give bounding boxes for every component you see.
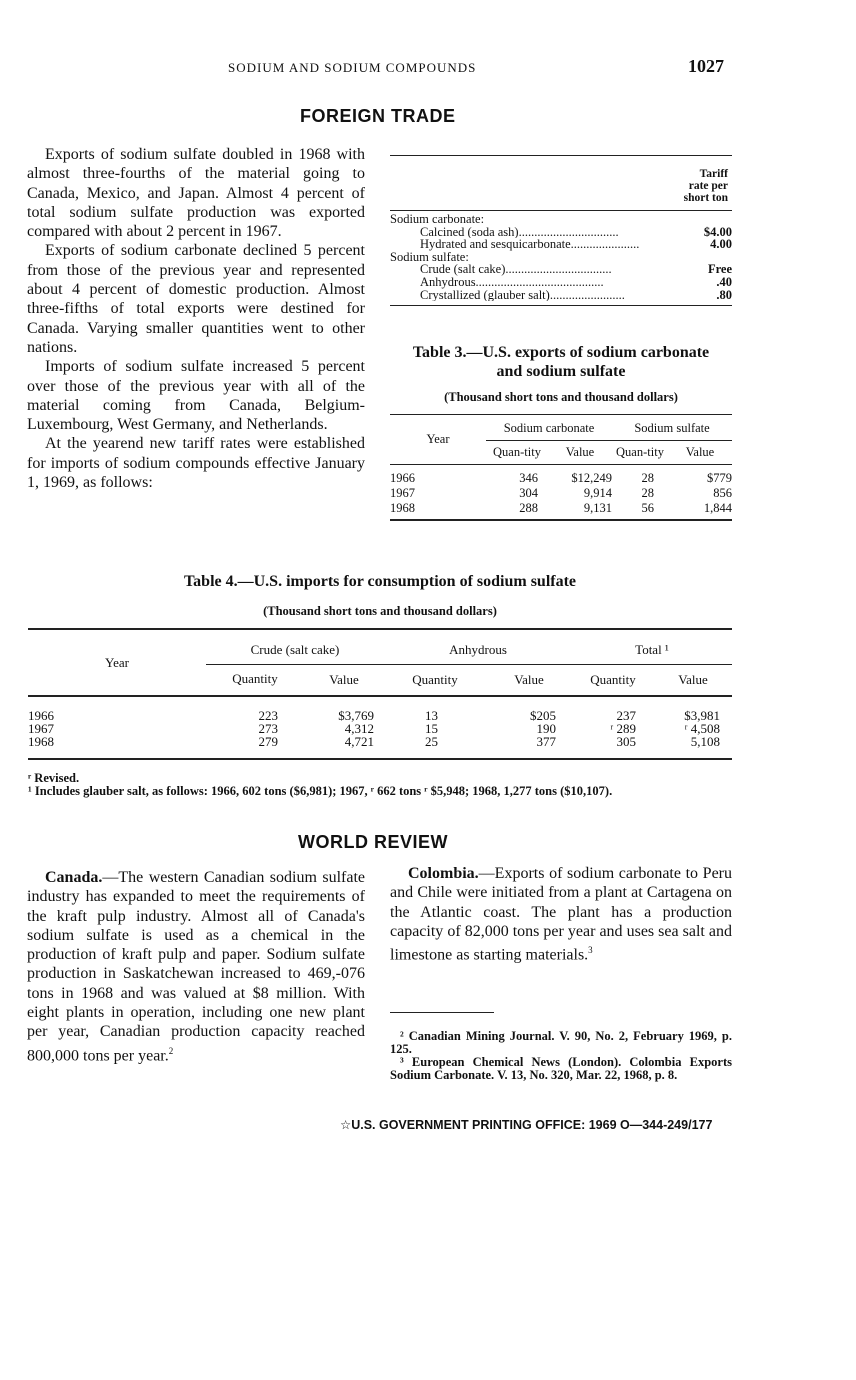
paragraph: At the yearend new tariff rates were established for imports of sodium compounds effective January 1, 1969, as follows: — [27, 435, 365, 492]
tariff-row: Anhydrous......................................... .40 — [420, 274, 732, 289]
footnote-2: ² Canadian Mining Journal. V. 90, No. 2, February 1969, p. 125. — [390, 1029, 732, 1056]
page-number: 1027 — [688, 56, 724, 76]
world-review-title: WORLD REVIEW — [298, 832, 448, 852]
tariff-row: Crude (salt cake).................................. Free — [420, 262, 732, 277]
table-row: 1966 223 $3,769 13 $205 237 $3,981 — [28, 708, 720, 723]
running-header: SODIUM AND SODIUM COMPOUNDS — [228, 60, 477, 75]
col-group-total: Total ¹ — [572, 630, 732, 665]
footnotes — [390, 1030, 732, 1082]
tariff-row: Hydrated and sesquicarbonate...................... 4.00 — [420, 237, 732, 252]
col-value: Value — [329, 672, 359, 687]
colombia-paragraph: Colombia.—Exports of sodium carbonate to Peru and Chile were initiated from a plant at Cartagena on the Atlantic coast. The plant has a production capacity of 82,000 tons per year and uses sea salt and limestone as starting materials.$^3$ — [390, 865, 732, 964]
col-value: Value — [678, 672, 708, 687]
col-group-sodium-carbonate: Sodium carbonate — [486, 415, 612, 441]
canada-paragraph: Canada.—The western Canadian sodium sulfate industry has expanded to meet the requirements of the kraft pulp industry. Almost all of Canada's sodium sulfate is used as a chemical in the production of kraft pulp and paper. Sodium sulfate production in Saskatchewan increased to 469,-076 tons in 1968 and was valued at $8 million. With eight plants in operation, including one new plant per year, Canadian production capacity reached 800,000 tons per year.$^2$ — [27, 869, 365, 1064]
col-group-anhydrous: Anhydrous — [384, 630, 572, 665]
tariff-table — [390, 155, 732, 306]
col-group-sodium-sulfate: Sodium sulfate — [612, 415, 732, 441]
table3-subtitle: (Thousand short tons and thousand dollars) — [444, 390, 678, 404]
col-quantity: Quantity — [412, 672, 458, 687]
col-group-crude: Crude (salt cake) — [206, 630, 384, 665]
col-value: Value — [565, 445, 595, 459]
table4-title: Table 4.—U.S. imports for consumption of sodium sulfate — [183, 573, 577, 590]
footnote-revised: ʳ Revised. — [28, 771, 80, 785]
paragraph: Exports of sodium sulfate doubled in 1968 with almost three-fourths of the material going to Canada, Mexico, and Japan. Almost 4 percent of total sodium sulfate production was exported compared with about 2 percent in 1967. — [27, 146, 365, 241]
paragraph: Imports of sodium sulfate increased 5 percent over those of the previous year with all of the material coming from Canada, Belgium-Luxembourg, West Germany, and Netherlands. — [27, 358, 365, 434]
footnote-divider — [390, 1012, 494, 1013]
table-row: 1968 279 4,721 25 377 305 5,108 — [28, 734, 720, 749]
col-year: Year — [105, 654, 129, 670]
tariff-row: Crystallized (glauber salt)........................ .80 — [420, 287, 732, 302]
footnote-3: ³ European Chemical News (London). Colombia Exports Sodium Carbonate. V. 13, No. 320, Mar. 22, 1968, p. 8. — [390, 1055, 732, 1082]
col-value: Value — [514, 672, 544, 687]
printer-line: ☆U.S. GOVERNMENT PRINTING OFFICE: 1969 O—344-249/177 — [340, 1118, 713, 1132]
tariff-header: Tariff rate per short ton — [683, 168, 728, 204]
foreign-trade-title: FOREIGN TRADE — [300, 106, 456, 126]
table-row: 1968 288 9,131 56 1,844 — [390, 501, 732, 515]
col-quantity: Quan-tity — [493, 445, 541, 459]
table-row: 1967 304 9,914 28 856 — [390, 486, 732, 500]
tariff-row: Sodium sulfate: — [390, 250, 469, 264]
col-value: Value — [685, 445, 715, 459]
col-quantity: Quantity — [232, 671, 278, 686]
paragraph: Exports of sodium carbonate declined 5 percent from those of the previous year and represented about 4 percent of domestic production. Almost three-fifths of total exports were destined for Canada. Varying smaller quantities went to other nations. — [27, 242, 365, 356]
canada-heading: Canada. — [45, 869, 103, 886]
col-quantity: Quantity — [590, 672, 636, 687]
col-quantity: Quan-tity — [616, 445, 664, 459]
table-row: 1966 346 $12,249 28 $779 — [390, 471, 732, 485]
table-row: 1967 273 4,312 15 190 ʳ 289 ʳ 4,508 — [28, 721, 720, 736]
footnote-1: ¹ Includes glauber salt, as follows: 1966, 602 tons ($6,981); 1967, ʳ 662 tons ʳ $5,948; 1968, 1,277 tons ($10,107). — [28, 784, 613, 798]
table4 — [28, 628, 732, 798]
col-year: Year — [426, 432, 450, 446]
table3 — [390, 414, 732, 521]
tariff-row: Sodium carbonate: — [390, 213, 485, 226]
table3-title: Table 3.—U.S. exports of sodium carbonate and sodium sulfate — [412, 344, 710, 380]
tariff-row: Calcined (soda ash)................................ $4.00 — [420, 224, 732, 239]
colombia-heading: Colombia. — [408, 865, 479, 882]
foreign-trade-text — [27, 145, 365, 492]
table4-subtitle: (Thousand short tons and thousand dollars) — [263, 604, 497, 618]
